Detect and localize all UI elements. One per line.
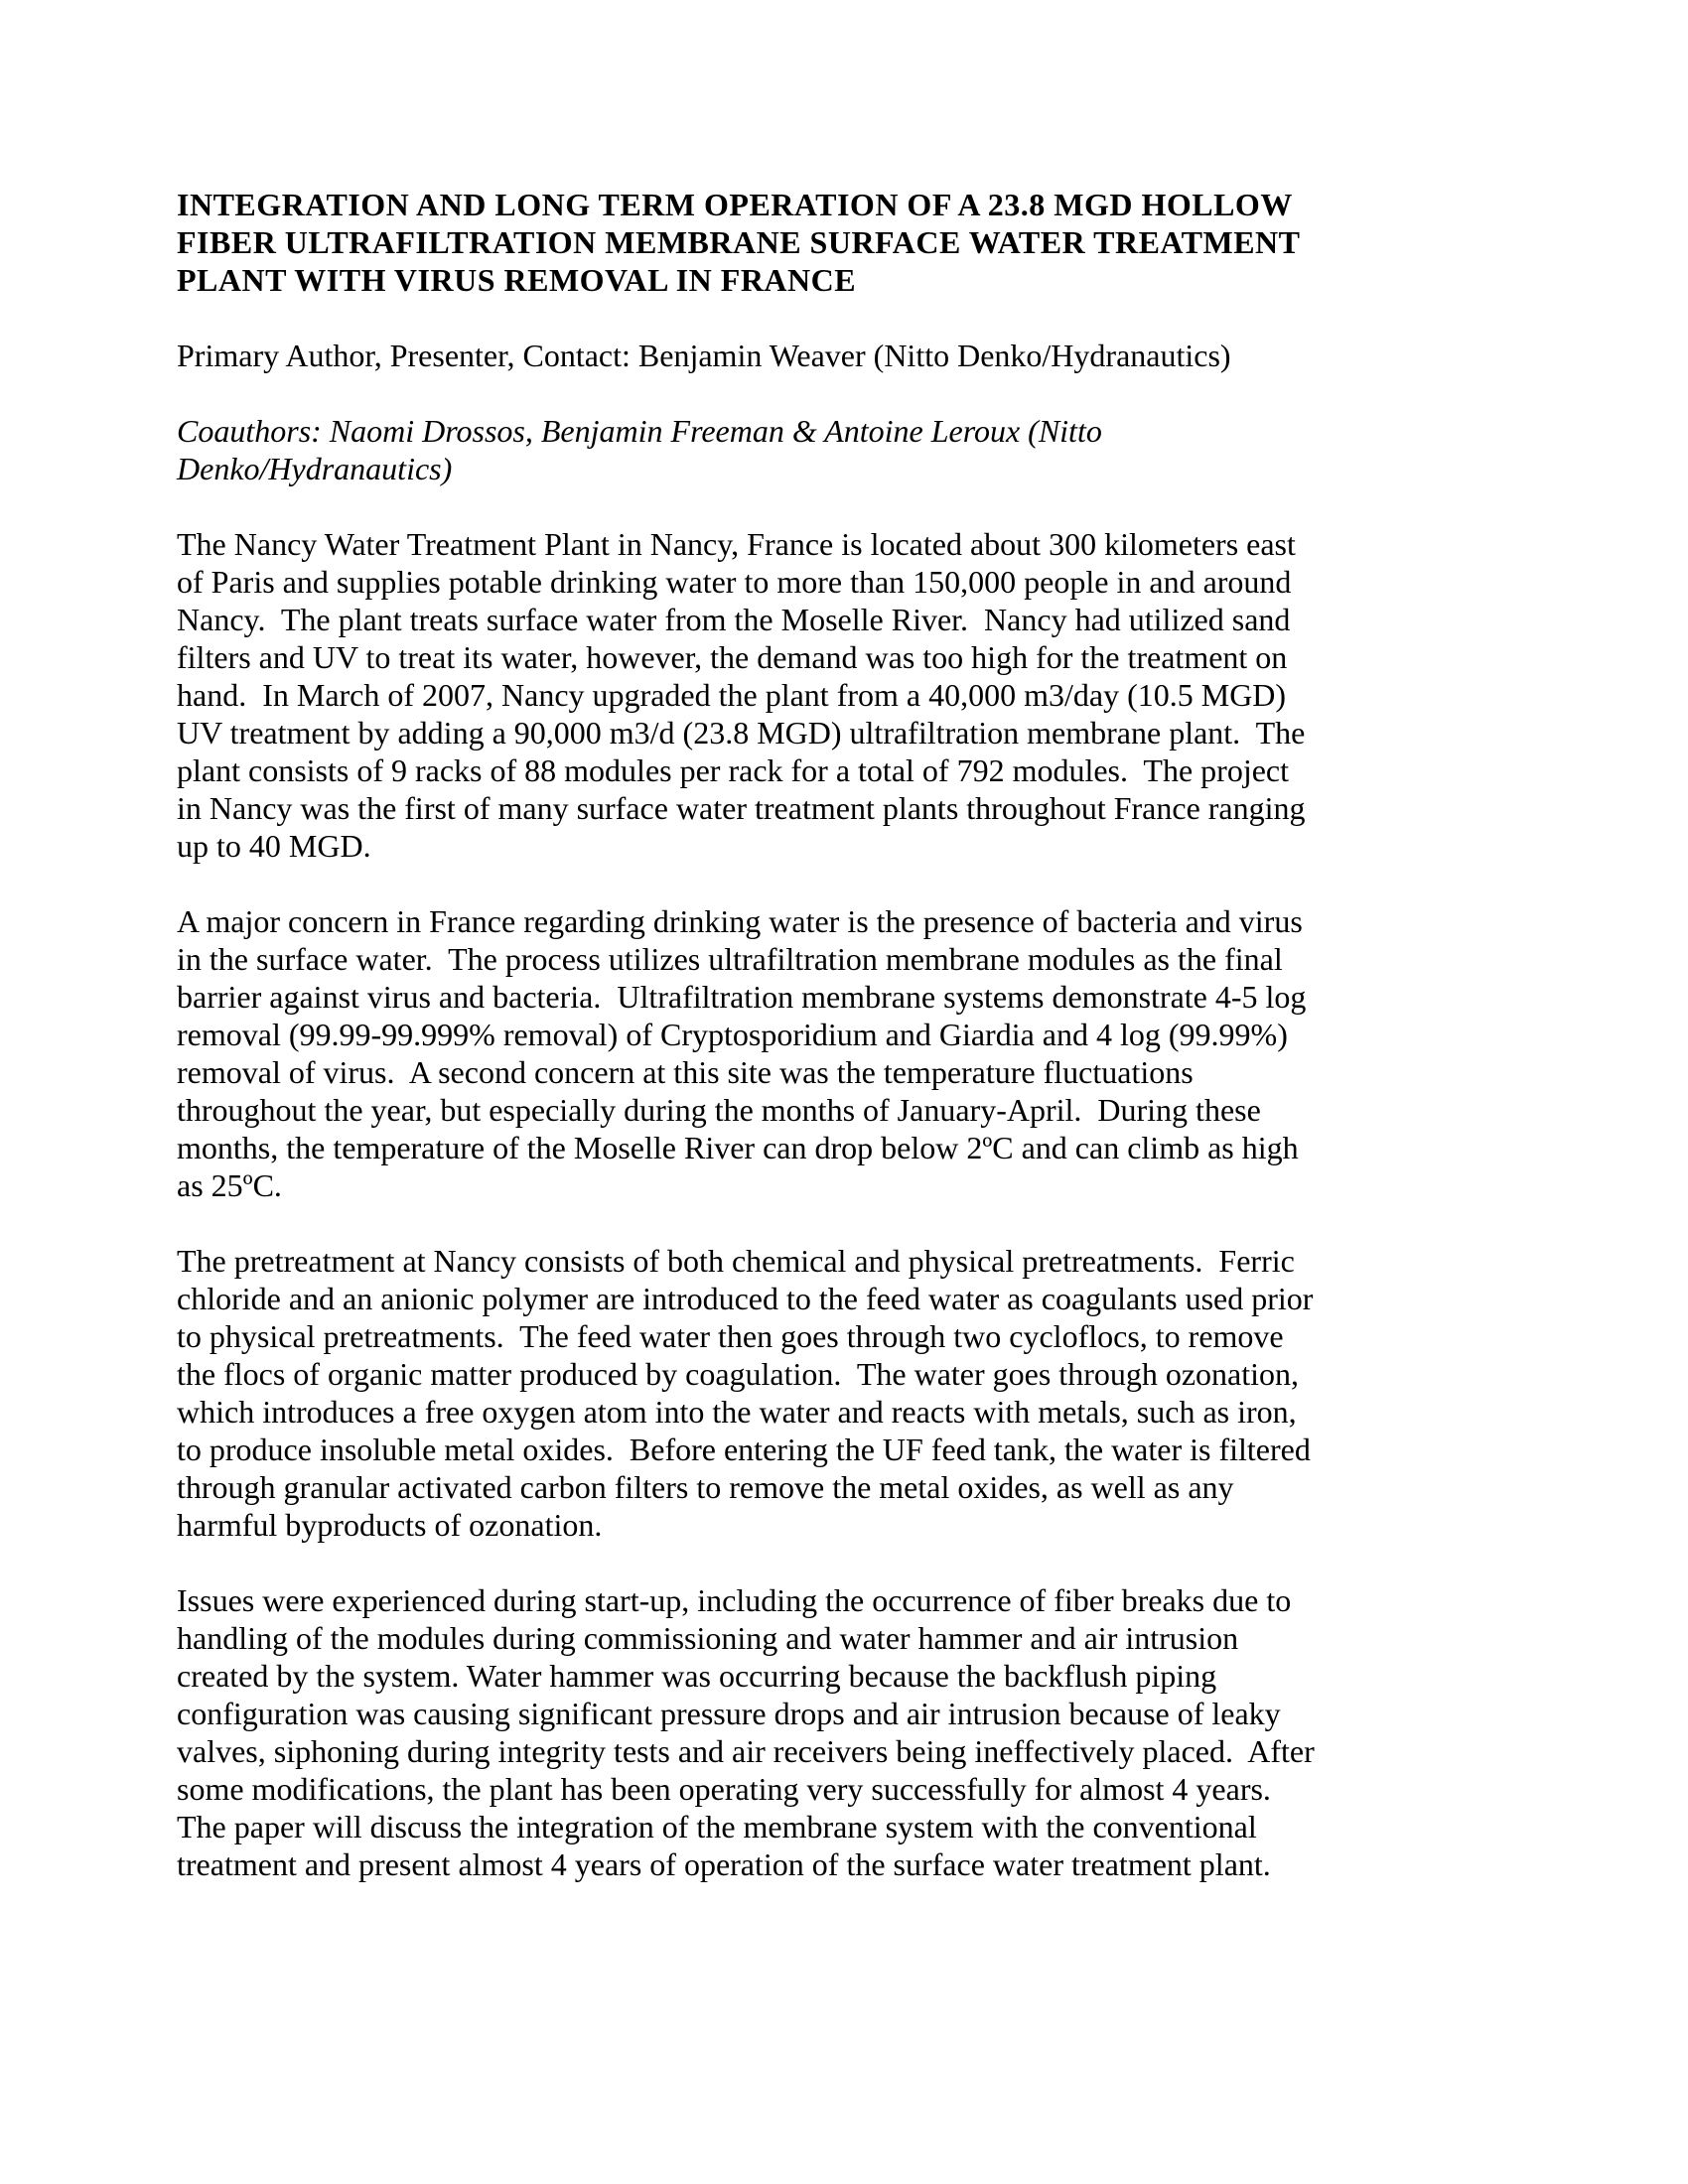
text-line: plant consists of 9 racks of 88 modules per rack for a total of 792 modules. The project	[177, 752, 1290, 788]
text-line: configuration was causing significant pressure drops and air intrusion because of leaky	[177, 1696, 1281, 1731]
abstract-paragraph-2	[177, 902, 1537, 1204]
text-line: created by the system. Water hammer was occurring because the backflush piping	[177, 1658, 1217, 1694]
text-line: throughout the year, but especially during the months of January-April. During these	[177, 1092, 1261, 1128]
text-line: treatment and present almost 4 years of operation of the surface water treatment plant.	[177, 1846, 1271, 1882]
text-line: Issues were experienced during start-up, including the occurrence of fiber breaks due to	[177, 1582, 1292, 1618]
text-line: removal of virus. A second concern at this site was the temperature fluctuations	[177, 1054, 1194, 1090]
text-line: The paper will discuss the integration of the membrane system with the conventional	[177, 1809, 1257, 1844]
text-line: to physical pretreatments. The feed water then goes through two cycloflocs, to remove	[177, 1318, 1284, 1354]
text-line: of Paris and supplies potable drinking water to more than 150,000 people in and around	[177, 564, 1292, 600]
document-title	[177, 186, 1537, 299]
text-line: A major concern in France regarding drinking water is the presence of bacteria and virus	[177, 903, 1303, 939]
text-line: through granular activated carbon filters to remove the metal oxides, as well as any	[177, 1469, 1234, 1505]
text-line: Denko/Hydranautics)	[177, 451, 453, 486]
text-line: PLANT WITH VIRUS REMOVAL IN FRANCE	[177, 262, 857, 298]
text-line: removal (99.99-99.999% removal) of Cryptosporidium and Giardia and 4 log (99.99%)	[177, 1017, 1288, 1052]
document-content	[177, 186, 1537, 1921]
text-line: months, the temperature of the Moselle River can drop below 2ºC and can climb as high	[177, 1130, 1299, 1165]
text-line: The pretreatment at Nancy consists of both chemical and physical pretreatments. Ferric	[177, 1243, 1295, 1279]
text-line: to produce insoluble metal oxides. Before entering the UF feed tank, the water is filtered	[177, 1432, 1311, 1467]
abstract-paragraph-1	[177, 525, 1537, 865]
abstract-paragraph-3	[177, 1242, 1537, 1544]
text-line: as 25ºC.	[177, 1167, 282, 1203]
text-line: some modifications, the plant has been operating very successfully for almost 4 years.	[177, 1771, 1271, 1807]
text-line: harmful byproducts of ozonation.	[177, 1507, 603, 1543]
text-line: in the surface water. The process utilizes ultrafiltration membrane modules as the final	[177, 941, 1283, 977]
abstract-paragraph-4	[177, 1581, 1537, 1883]
coauthors-line	[177, 412, 1537, 487]
text-line: Coauthors: Naomi Drossos, Benjamin Freeman & Antoine Leroux (Nitto	[177, 413, 1102, 449]
text-line: the flocs of organic matter produced by coagulation. The water goes through ozonation,	[177, 1356, 1300, 1392]
text-line: handling of the modules during commissioning and water hammer and air intrusion	[177, 1620, 1239, 1656]
text-line: Nancy. The plant treats surface water from the Moselle River. Nancy had utilized sand	[177, 602, 1291, 637]
primary-author-text: Primary Author, Presenter, Contact: Benjamin Weaver (Nitto Denko/Hydranautics)	[177, 338, 1231, 373]
text-line: INTEGRATION AND LONG TERM OPERATION OF A 23.8 MGD HOLLOW	[177, 187, 1293, 222]
text-line: valves, siphoning during integrity tests and air receivers being ineffectively placed. After	[177, 1733, 1315, 1769]
text-line: The Nancy Water Treatment Plant in Nancy, France is located about 300 kilometers east	[177, 526, 1296, 562]
text-line: UV treatment by adding a 90,000 m3/d (23.8 MGD) ultrafiltration membrane plant. The	[177, 715, 1306, 751]
text-line: in Nancy was the first of many surface water treatment plants throughout France ranging	[177, 790, 1306, 826]
text-line: which introduces a free oxygen atom into the water and reacts with metals, such as iron,	[177, 1394, 1297, 1430]
text-line: hand. In March of 2007, Nancy upgraded the plant from a 40,000 m3/day (10.5 MGD)	[177, 677, 1287, 713]
text-line: FIBER ULTRAFILTRATION MEMBRANE SURFACE WATER TREATMENT	[177, 224, 1301, 260]
text-line: up to 40 MGD.	[177, 828, 371, 864]
text-line: filters and UV to treat its water, however, the demand was too high for the treatment on	[177, 639, 1288, 675]
text-line: chloride and an anionic polymer are introduced to the feed water as coagulants used prior	[177, 1281, 1314, 1316]
primary-author-line	[177, 337, 1537, 374]
text-line: barrier against virus and bacteria. Ultrafiltration membrane systems demonstrate 4-5 log	[177, 979, 1307, 1015]
